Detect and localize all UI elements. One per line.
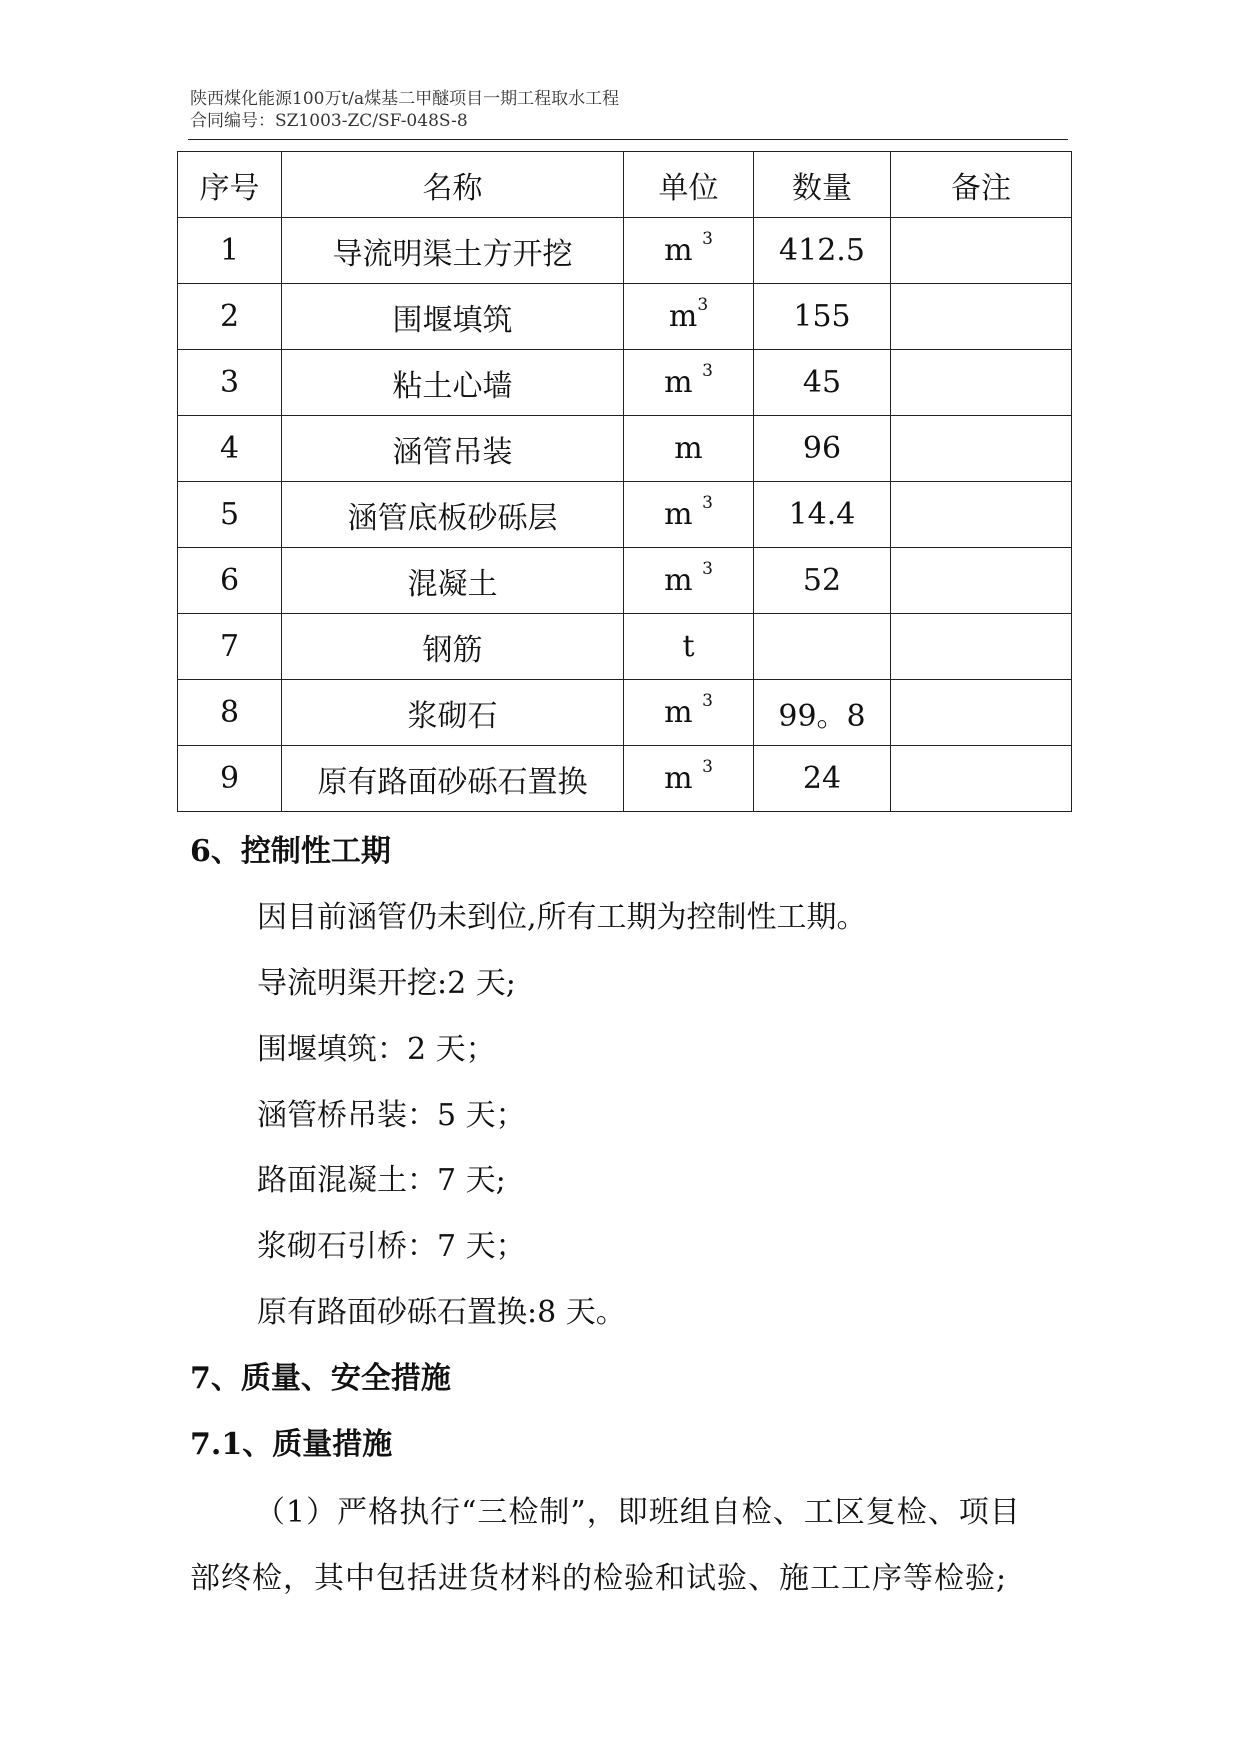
cell-note: [891, 284, 1072, 350]
cell-name: 粘土心墙: [282, 350, 624, 416]
cell-no: 4: [178, 416, 282, 482]
cell-no: 9: [178, 746, 282, 812]
header-divider: [188, 139, 1068, 140]
cell-name: 浆砌石: [282, 680, 624, 746]
cell-unit: m: [624, 416, 754, 482]
section-6-intro: 因目前涵管仍未到位,所有工期为控制性工期。: [257, 900, 867, 935]
cell-qty: 52: [754, 548, 891, 614]
cell-unit: $m^3$: [624, 284, 754, 350]
cell-no: 6: [178, 548, 282, 614]
col-header-unit: 单位: [624, 152, 754, 218]
cell-note: [891, 614, 1072, 680]
schedule-item: 围堰填筑：2 天；: [257, 1032, 496, 1067]
cell-no: 3: [178, 350, 282, 416]
cell-unit: t: [624, 614, 754, 680]
section-6-heading: 6、控制性工期: [190, 834, 391, 869]
cell-note: [891, 218, 1072, 284]
cell-qty: 96: [754, 416, 891, 482]
cell-qty: 412.5: [754, 218, 891, 284]
section-7-1-heading: 7.1、质量措施: [190, 1427, 393, 1462]
quantity-table: [177, 151, 1072, 812]
cell-qty: [754, 614, 891, 680]
table-row: [178, 746, 1072, 812]
cell-name: 原有路面砂砾石置换: [282, 746, 624, 812]
cell-no: 2: [178, 284, 282, 350]
cell-note: [891, 548, 1072, 614]
col-header-no: 序号: [178, 152, 282, 218]
table-row: [178, 416, 1072, 482]
cell-name: 混凝土: [282, 548, 624, 614]
cell-qty: 155: [754, 284, 891, 350]
cell-unit: m $^3$: [624, 746, 754, 812]
cell-note: [891, 482, 1072, 548]
cell-note: [891, 350, 1072, 416]
cell-qty: 14.4: [754, 482, 891, 548]
cell-no: 5: [178, 482, 282, 548]
col-header-note: 备注: [891, 152, 1072, 218]
cell-unit: m $^3$: [624, 350, 754, 416]
contract-number: 合同编号：SZ1003-ZC/SF-048S-8: [190, 111, 468, 131]
table-row: [178, 680, 1072, 746]
cell-name: 涵管底板砂砾层: [282, 482, 624, 548]
table-row: [178, 548, 1072, 614]
cell-note: [891, 680, 1072, 746]
schedule-item: 导流明渠开挖:2 天;: [257, 966, 516, 1001]
table-row: [178, 284, 1072, 350]
cell-unit: m $^3$: [624, 680, 754, 746]
quality-paragraph-line-2: 部终检，其中包括进货材料的检验和试验、施工工序等检验;: [190, 1561, 1008, 1596]
cell-unit: m $^3$: [624, 548, 754, 614]
section-7-heading: 7、质量、安全措施: [190, 1361, 451, 1396]
cell-no: 8: [178, 680, 282, 746]
table-row: [178, 218, 1072, 284]
table-row: [178, 482, 1072, 548]
cell-note: [891, 416, 1072, 482]
cell-name: 涵管吊装: [282, 416, 624, 482]
col-header-name: 名称: [282, 152, 624, 218]
cell-name: 钢筋: [282, 614, 624, 680]
schedule-item: 浆砌石引桥：7 天；: [257, 1229, 526, 1264]
table-row: [178, 350, 1072, 416]
table-header-row: [178, 152, 1072, 218]
schedule-item: 原有路面砂砾石置换:8 天。: [257, 1295, 626, 1330]
cell-name: 围堰填筑: [282, 284, 624, 350]
document-header: [190, 88, 1070, 132]
schedule-item: 路面混凝土：7 天;: [257, 1163, 506, 1198]
cell-qty: 99。8: [754, 680, 891, 746]
quality-paragraph-line-1: （1）严格执行“三检制”，即班组自检、工区复检、项目: [255, 1495, 1021, 1530]
cell-qty: 45: [754, 350, 891, 416]
cell-qty: 24: [754, 746, 891, 812]
col-header-qty: 数量: [754, 152, 891, 218]
cell-no: 7: [178, 614, 282, 680]
cell-unit: m $^3$: [624, 218, 754, 284]
cell-unit: m $^3$: [624, 482, 754, 548]
cell-no: 1: [178, 218, 282, 284]
cell-name: 导流明渠土方开挖: [282, 218, 624, 284]
project-title: 陕西煤化能源100万t/a煤基二甲醚项目一期工程取水工程: [190, 89, 620, 109]
cell-note: [891, 746, 1072, 812]
table-row: [178, 614, 1072, 680]
schedule-item: 涵管桥吊装：5 天；: [257, 1098, 526, 1133]
